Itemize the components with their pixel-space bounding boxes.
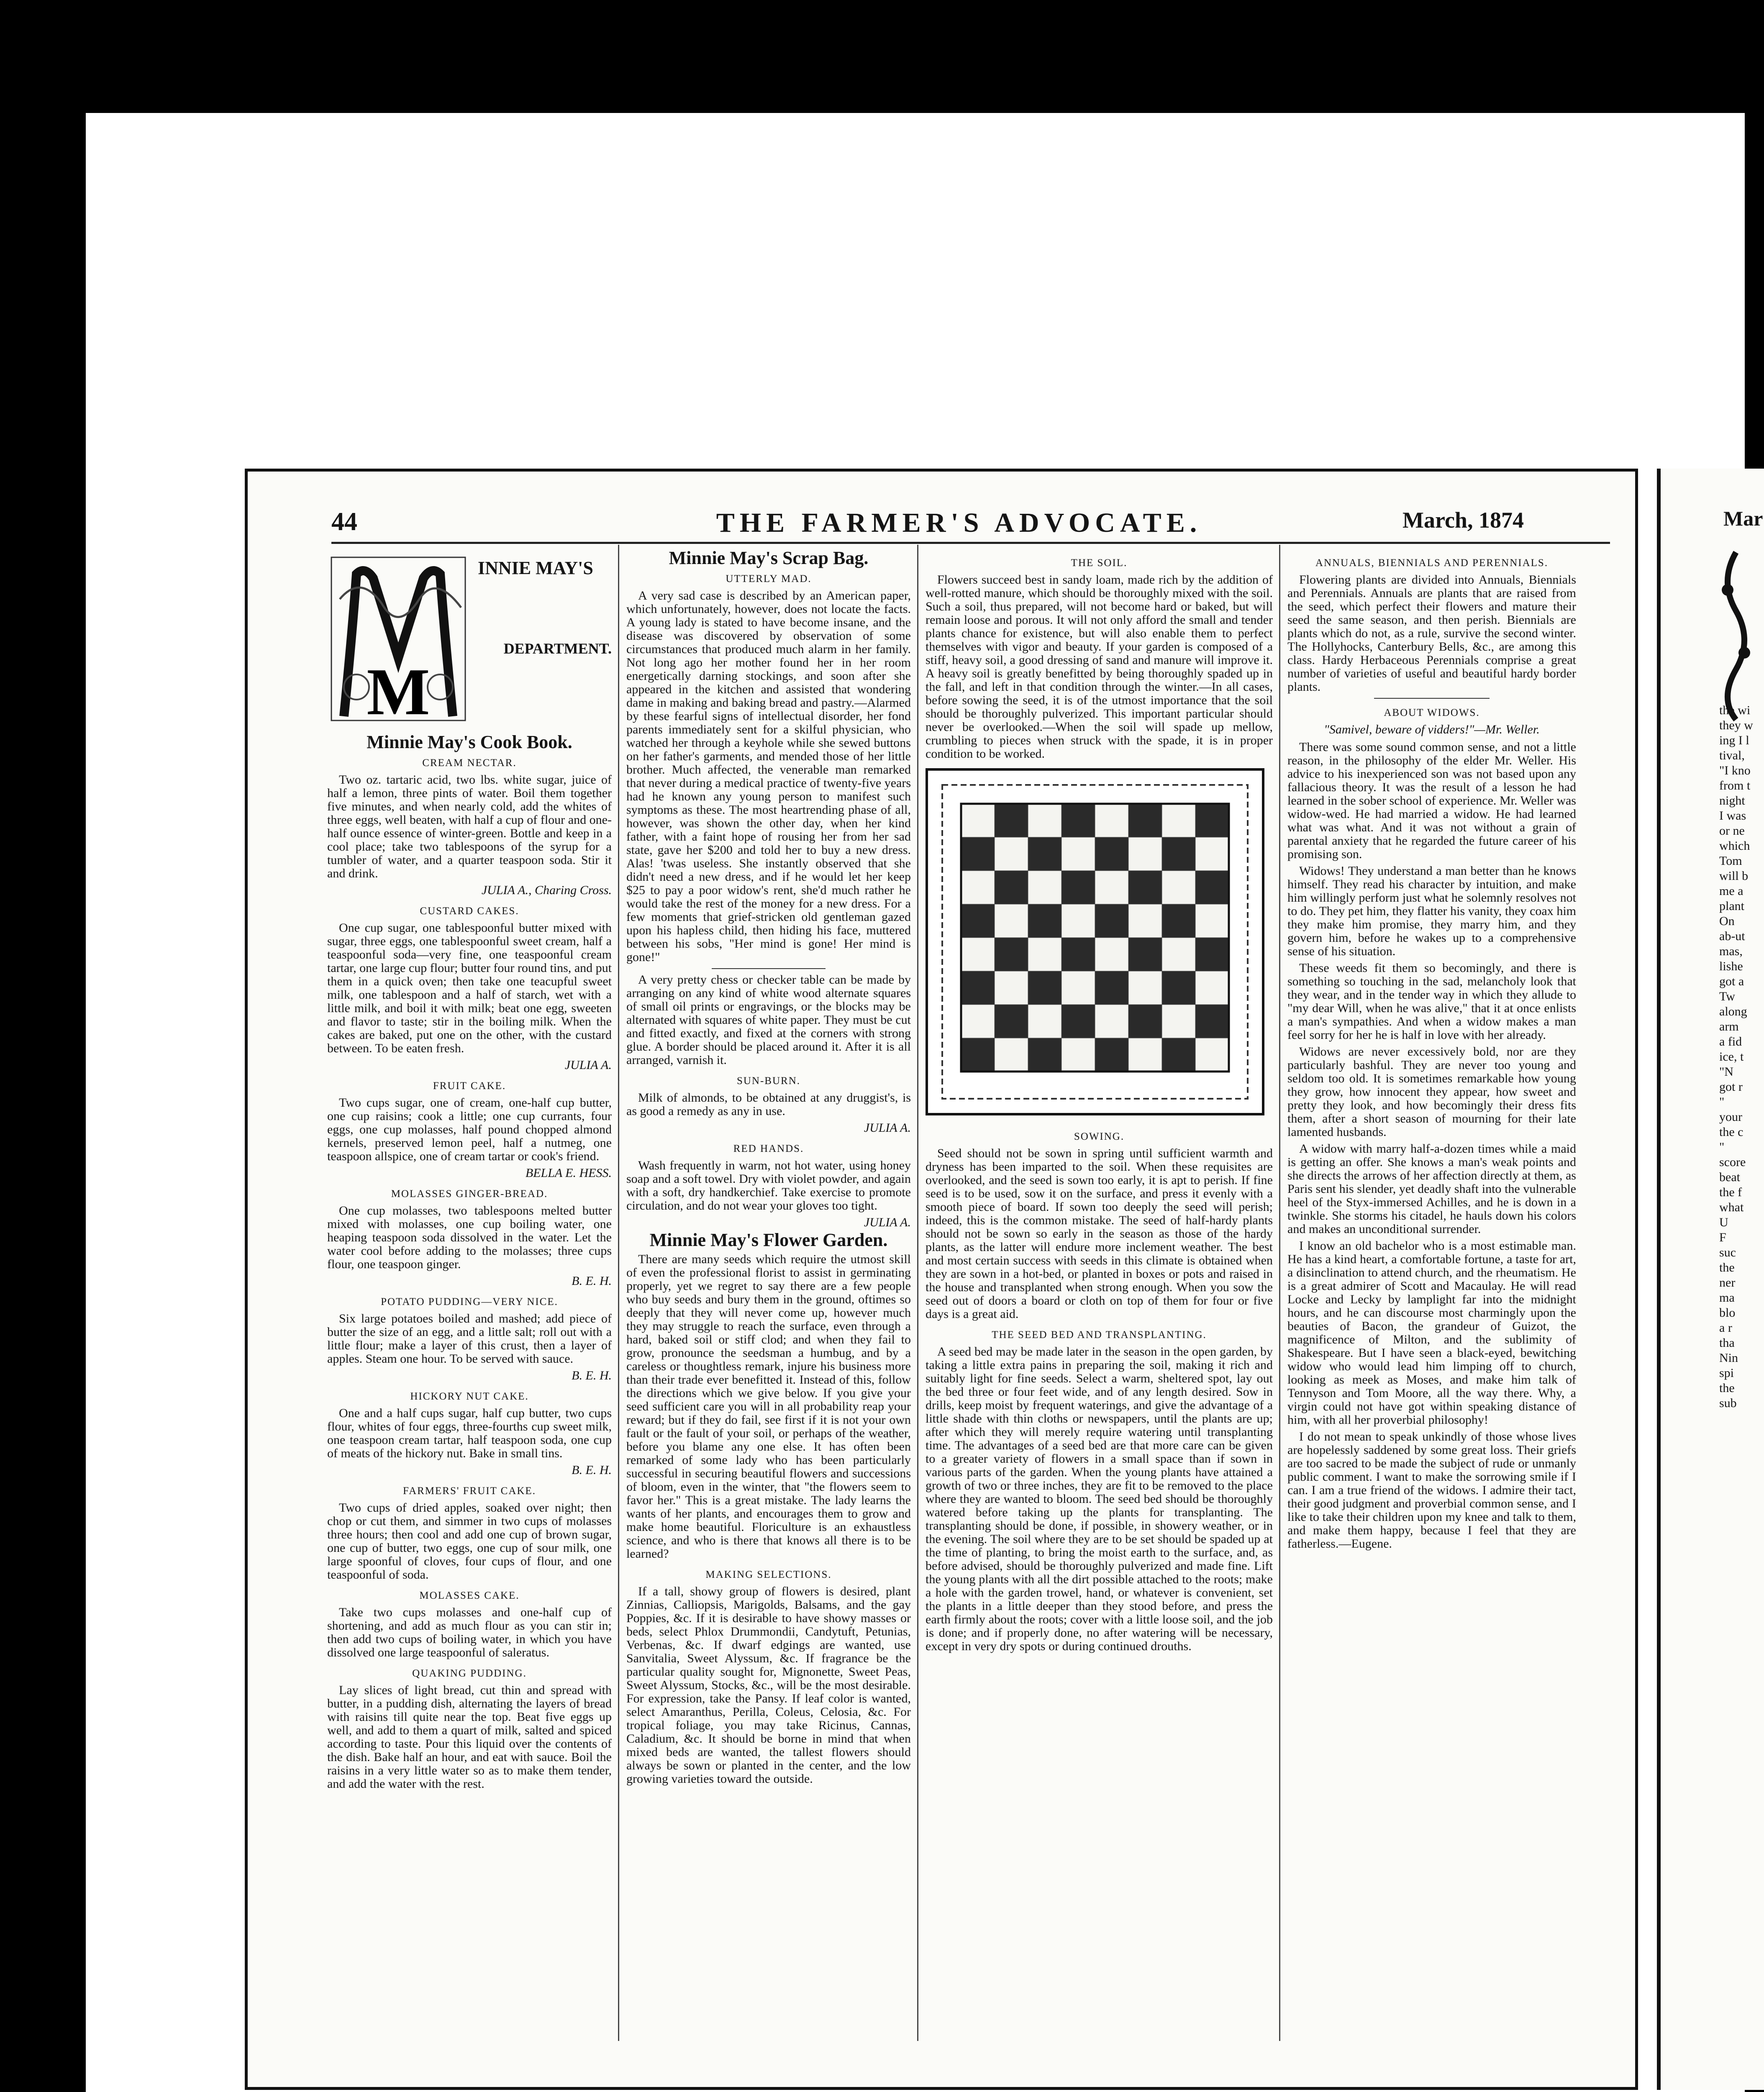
chessboard-square	[1128, 904, 1162, 938]
recipe-title: FARMERS' FRUIT CAKE.	[403, 1485, 536, 1497]
sowing-text: Seed should not be sown in spring until sufficient warmth and dryness has been imparted to the soil. When these requisites are overlooked, and the seed is sown too early, it is apt to perish. If fine seed is to be used, sow it on the surface, and press it evenly with a smooth piece of board. If sown too deeply the seed will perish; indeed, this is the common mistake. The seed of half-hardy plants should not be sown so early in the season as those of the hardy plants, as the latter will endure more inclement weather. The best and most certain success with seeds in this climate is obtained when they are sown in a hot-bed, or planted in boxes or pots and raised in the house and transplanted when strong enough. When you sow the seed out of doors a board or cloth on top of them for four or five days is a great aid.	[926, 1146, 1273, 1321]
facing-page-line: ner	[1719, 1276, 1736, 1290]
facing-page-line: spi	[1719, 1366, 1734, 1380]
facing-page-line: the f	[1719, 1185, 1742, 1199]
widows-paragraph: A widow with marry half-a-dozen times while a maid is getting an offer. She knows a man's weak points and she directs the arrows of her affection directly at them, as Paris sent his slender, yet deadly shaft into the vulnerable heel of the Styx-immersed Achilles, and he is down in a twinkle. She storms his citadel, he hauls down his colors and makes an unconditional surrender.	[1287, 1142, 1576, 1236]
facing-page-line: me a	[1719, 884, 1743, 898]
facing-page-line: ice, t	[1719, 1050, 1744, 1064]
recipe-text: Lay slices of light bread, cut thin and spread with butter, in a pudding dish, alternating the layers of bread with raisins till quite near the top. Beat five eggs up well, and add to them a quart of milk, salted and spiced according to taste. Pour this liquid over the contents of the dish. Bake half an hour, and eat with sauce. Boil the raisins in a very little water so as to make them tender, and add the water with the rest.	[327, 1683, 612, 1791]
recipe-text: Two oz. tartaric acid, two lbs. white sugar, juice of half a lemon, three pints of water. Boil them together five minutes, and when nearly cold, add the whites of three eggs, well beaten, with half a cup of flour and one-half ounce essence of winter-green. Bottle and keep in a cool place; take two tablespoons of the syrup for a tumbler of water, and a quarter teaspoon soda. Stir it and drink.	[327, 773, 612, 880]
facing-page-line: lishe	[1719, 959, 1743, 973]
chessboard-square	[1095, 1038, 1128, 1072]
widows-paragraph: I do not mean to speak unkindly of those whose lives are hopelessly saddened by some great loss. Their griefs are too sacred to be made the subject of rude or unmanly public comment. I want to make the sorrowing smile if I can. I am a true friend of the widows. I admire their tact, their good judgment and proverbial common sense, and I like to take their children upon my knee and talk to them, and make them happy, because I feel that they are fatherless.—Eugene.	[1287, 1430, 1576, 1551]
chessboard-square	[1195, 837, 1229, 871]
facing-page-line: or ne	[1719, 824, 1745, 838]
recipe-title: POTATO PUDDING—VERY NICE.	[381, 1296, 558, 1308]
header-rule	[331, 542, 1610, 544]
recipe-title: FRUIT CAKE.	[433, 1080, 506, 1092]
chessboard-square	[1028, 938, 1061, 971]
chessboard-square	[1128, 1005, 1162, 1038]
chessboard-square	[995, 804, 1028, 837]
recipe-text: One and a half cups sugar, half cup butter, two cups flour, whites of four eggs, three-fourths cup sweet milk, one teaspoon cream tartar, half teaspoon soda, one cup of meats of the hickory nut. Bake in small tins.	[327, 1406, 612, 1460]
signature: JULIA A.	[864, 1215, 911, 1229]
seed-bed-text: A seed bed may be made later in the season in the open garden, by taking a little extra pains in preparing the soil, making it rich and suitably light for fine seeds. Select a warm, sheltered spot, lay out the bed three or four feet wide, and of any length desired. Sow in drills, keep moist by frequent waterings, and give the advantage of a little shade with thin cloths or newspapers, until the plants are up; after which they will merely require watering until transplanting time. The advantages of a seed bed are that more care can be given to a greater variety of flowers in a small space than if sown in various parts of the garden. When the young plants have attained a growth of two or three inches, they are fit to be removed to the place where they are wanted to bloom. The seed bed should be thoroughly watered before taking up the plants for transplanting. The transplanting should be done, if possible, in showery weather, or in the evening. The soil where they are to be set should be spaded up at the time of planting, to bring the moist earth to the surface, and, as before advised, should be thoroughly pulverized and made fine. Lift the young plants with all the dirt possible attached to the roots; make a hole with the garden trowel, hand, or whatever is convenient, set the plants in a little deeper than they stood before, and press the earth firmly about the roots; cover with a little loose soil, and the job is done; and if properly done, no after watering will be necessary, except in very dry spots or during continued drouths.	[926, 1345, 1273, 1653]
chessboard-square	[995, 904, 1028, 938]
chessboard-square	[1061, 1005, 1095, 1038]
recipe-signature: B. E. H.	[572, 1274, 612, 1288]
facing-page-header: Mar	[1723, 507, 1763, 530]
facing-page-line: Nin	[1719, 1351, 1738, 1365]
facing-page-line: "I kno	[1719, 764, 1751, 777]
facing-page-line: ing I l	[1719, 733, 1749, 747]
scan-border-left	[0, 0, 86, 2092]
chessboard-square	[1095, 971, 1128, 1005]
facing-page-line: plant	[1719, 899, 1744, 913]
scan-border-top	[0, 0, 1764, 113]
making-selections-heading: MAKING SELECTIONS.	[705, 1569, 832, 1580]
chessboard-square	[995, 871, 1028, 904]
facing-page-line: "	[1719, 1095, 1725, 1109]
utterly-mad-text: A very sad case is described by an American paper, which unfortunately, however, does not locate the facts. A young lady is stated to have become insane, and the disease was discovered by observation of some circumstances that produced much alarm in her family. Not long ago her mother found her in her room energetically darning stockings, and soon after she appeared in the kitchen and assisted that wondering dame in making and baking bread and pastry.—Alarmed by these fearful signs of intellectual disorder, her fond parents immediately sent for a skilful physician, who watched her through a keyhole while she sewed buttons on her father's garments, and mended those of her little brother. Much affected, the venerable man remarked that never during a medical practice of twenty-five years had he known any young person to manifest such symptoms as these. The most heartrending phase of all, however, was shown the other day, when her kind father, with a faint hope of rousing her from her sad state, gave her $200 and told her to buy a new dress. Alas! 'twas useless. She instantly observed that she didn't need a new dress, and if he would let her keep $25 to pay a poor widow's rent, she'd much rather he would take the rest of the money for a new dress. For a few moments that grief-stricken old gentleman gazed upon his hapless child, then hiding his face, muttered between his sobs, "Her mind is gone! Her mind is gone!"	[626, 589, 911, 964]
chessboard-square	[1195, 871, 1229, 904]
recipe-title: MOLASSES CAKE.	[419, 1590, 520, 1601]
annuals-text: Flowering plants are divided into Annuals, Biennials and Perennials. Annuals are plants that are raised from the seed, which perfect their flowers and mature their seed the same season, and then perish. Biennials are plants which do not, as a rule, survive the second winter. The Hollyhocks, Canterbury Bells, &c., are among this class. Hardy Herbaceous Perennials comprise a great number of varieties of useful and beautiful hardy border plants.	[1287, 573, 1576, 694]
chessboard-square	[995, 1038, 1028, 1072]
chessboard-square	[961, 1038, 995, 1072]
signature: JULIA A.	[864, 1121, 911, 1135]
facing-page-line: F	[1719, 1231, 1726, 1244]
chessboard-square	[1162, 804, 1195, 837]
recipe-text: Six large potatoes boiled and mashed; add piece of butter the size of an egg, and a little salt; roll out with a little flour; make a layer of this crust, then a layer of apples. Steam one hour. To be served with sauce.	[327, 1312, 612, 1366]
chessboard-square	[1028, 804, 1061, 837]
facing-page-line: sub	[1719, 1396, 1737, 1410]
scrap-bag-title: Minnie May's Scrap Bag.	[669, 549, 869, 568]
chessboard-square	[1128, 804, 1162, 837]
facing-page-line: "	[1719, 1140, 1725, 1154]
chessboard-square	[1162, 1038, 1195, 1072]
chessboard-illustration	[926, 768, 1264, 1115]
chessboard-square	[1095, 871, 1128, 904]
chessboard-square	[995, 971, 1028, 1005]
chessboard-square	[1095, 837, 1128, 871]
flower-garden-title: Minnie May's Flower Garden.	[649, 1230, 888, 1250]
recipe-signature: JULIA A.	[564, 1058, 612, 1072]
chessboard-square	[1028, 837, 1061, 871]
chessboard-square	[1162, 871, 1195, 904]
chessboard-square	[1061, 938, 1095, 971]
cook-book-title: Minnie May's Cook Book.	[367, 732, 572, 752]
recipe-title: MOLASSES GINGER-BREAD.	[391, 1188, 548, 1200]
chessboard-square	[1128, 1038, 1162, 1072]
red-hands-text: Wash frequently in warm, not hot water, using honey soap and a soft towel. Dry with violet powder, and again with a soft, dry handkerchief. Take exercise to promote circulation, and do not wear your gloves too tight.	[626, 1159, 911, 1213]
chessboard-square	[1195, 804, 1229, 837]
chessboard-square	[995, 1005, 1028, 1038]
facing-page-ornament	[1715, 548, 1757, 724]
recipe-text: One cup sugar, one tablespoonful butter mixed with sugar, three eggs, one tablespoonful sweet cream, half a teaspoonful soda—very fine, one teaspoonful cream tartar, one large cup flour; butter four round tins, and put them in a quick oven; then take one teacupful sweet milk, one tablespoon and a half of starch, wet with a little milk, and boil it with milk; beat one egg, sweeten and flavor to taste; stir in the boiling milk. When the cakes are baked, put one on the other, with the custard between. To be eaten fresh.	[327, 921, 612, 1055]
chessboard-square	[1095, 904, 1128, 938]
widows-heading: ABOUT WIDOWS.	[1384, 707, 1480, 718]
chessboard-square	[961, 938, 995, 971]
facing-page-line: the	[1719, 1261, 1735, 1274]
facing-page-line: tha	[1719, 1336, 1735, 1350]
chessboard-square	[1162, 971, 1195, 1005]
facing-page-line: suc	[1719, 1246, 1736, 1259]
svg-text:M: M	[367, 654, 430, 729]
chessboard-square	[1195, 938, 1229, 971]
facing-page-line: score	[1719, 1155, 1746, 1169]
recipe-signature: B. E. H.	[572, 1369, 612, 1382]
facing-page-line: what	[1719, 1200, 1744, 1214]
separator	[712, 968, 826, 969]
facing-page-line: blo	[1719, 1306, 1736, 1320]
column-cook-book	[327, 549, 612, 2041]
newspaper-page	[245, 469, 1638, 2090]
chessboard-square	[1195, 971, 1229, 1005]
facing-page-line: the	[1719, 1381, 1735, 1395]
widows-paragraph: Widows are never excessively bold, nor are they particularly bashful. They are never too young and seldom too old. It is sometimes remarkable how young they grow, how innocent they appear, how sweet and pretty they look, and how becomingly their dress fits them, after a short season of mourning for their late lamented husbands.	[1287, 1045, 1576, 1139]
recipe-text: One cup molasses, two tablespoons melted butter mixed with molasses, one cup boiling water, one heaping teaspoon soda dissolved in the water. Let the water cool before adding to the molasses; three cups flour, one teaspoon ginger.	[327, 1204, 612, 1271]
sunburn-heading: SUN-BURN.	[736, 1075, 801, 1087]
facing-page-line: I was	[1719, 809, 1746, 823]
facing-page-line: got a	[1719, 974, 1744, 988]
chessboard-square	[1061, 804, 1095, 837]
annuals-heading: ANNUALS, BIENNIALS AND PERENNIALS.	[1315, 557, 1549, 569]
chessboard-square	[1095, 1005, 1128, 1038]
facing-page-line: which	[1719, 839, 1750, 853]
chessboard-square	[961, 804, 995, 837]
chessboard-square	[1162, 837, 1195, 871]
chessboard-square	[961, 1005, 995, 1038]
facing-page-line: Tw	[1719, 990, 1735, 1003]
chessboard-square	[961, 971, 995, 1005]
soil-heading: THE SOIL.	[1071, 557, 1128, 569]
facing-page-line: tival,	[1719, 749, 1745, 762]
widows-epigraph: "Samivel, beware of vidders!"—Mr. Weller.	[1324, 723, 1540, 736]
red-hands-heading: RED HANDS.	[733, 1143, 804, 1154]
facing-page-line: the wi	[1719, 703, 1751, 717]
facing-page-line: will b	[1719, 869, 1749, 883]
seed-bed-heading: THE SEED BED AND TRANSPLANTING.	[992, 1329, 1207, 1341]
facing-page-line: On	[1719, 914, 1735, 928]
chessboard-square	[1095, 804, 1128, 837]
chessboard-square	[961, 837, 995, 871]
flower-garden-intro: There are many seeds which require the utmost skill of even the professional florist to assist in germinating properly, yet we regret to say there are a few people who buy seeds and bury them in the ground, oftimes so deeply that they will never come up, however much they may struggle to reach the surface, even through a hard, baked soil or stiff clod; and when they fail to grow, pronounce the seedsman a humbug, and by a careless or thoughtless remark, injure his business more than their trade ever benefitted it. Instead of this, follow the directions which we give below. If you give your seed sufficient care you will in all probability reap your reward; but if they do fail, see first if it is not your own fault or the fault of your soil, or perhaps of the weather, before you blame any one else. It has often been remarked of some lady who has been particularly successful in securing beautiful flowers and successions of bloom, even in the winter, that "the flowers seem to favor her." This is a great mistake. The lady learns the wants of her plants, and encourages them to grow and make home beautiful. Floriculture is an exhaustless science, and who is there that knows all there is to be learned?	[626, 1252, 911, 1561]
chessboard-square	[1195, 904, 1229, 938]
recipe-signature: JULIA A., Charing Cross.	[481, 883, 612, 897]
page-number: 44	[331, 508, 357, 536]
widows-paragraph: These weeds fit them so becomingly, and there is something so touching in the sad, melancholy look that they wear, and in the tender way in which they allude to "my dear Will, when he was alive," that it at once enlists a man's sympathies. And when a widow makes a man feel sorry for her he is half in love with her already.	[1287, 961, 1576, 1042]
column-scrap-bag	[626, 549, 911, 2041]
chessboard-square	[995, 938, 1028, 971]
facing-page-line: got r	[1719, 1080, 1743, 1094]
chessboard-square	[1028, 871, 1061, 904]
recipe-signature: BELLA E. HESS.	[525, 1166, 612, 1180]
department-name: INNIE MAY'S	[478, 558, 593, 578]
widows-paragraph: There was some sound common sense, and not a little reason, in the philosophy of the elder Mr. Weller. His advice to his inexperienced son was not based upon any fallacious theory. It was the result of a lesson he had learned in the sober school of experience. Mr. Weller was widow-wed. He had married a widow. He had learned what was what. And it was not without a grain of parental anxiety that he regarded the future career of his promising son.	[1287, 740, 1576, 861]
widows-paragraph: Widows! They understand a man better than he knows himself. They read his character by intuition, and make him willingly perform just what he solemnly resolves not to do. They pet him, they flatter his vanity, they coax him they make him promise, they marry him, and they govern him, before he wakes up to a comprehensive sense of his situation.	[1287, 864, 1576, 958]
facing-page-line: along	[1719, 1005, 1747, 1018]
chessboard-square	[1061, 971, 1095, 1005]
facing-page-line: beat	[1719, 1170, 1740, 1184]
chess-table-text: A very pretty chess or checker table can be made by arranging on any kind of white wood alternate squares of small oil prints or engravings, or the blocks may be alternated with squares of white paper. They must be cut and fitted exactly, and fixed at the corners with strong glue. A border should be placed around it. After it is all arranged, varnish it.	[626, 973, 911, 1067]
chessboard-square	[1162, 904, 1195, 938]
chessboard-square	[1128, 837, 1162, 871]
facing-page-line: night	[1719, 794, 1745, 808]
facing-page-line: your	[1719, 1110, 1742, 1124]
column-rule	[917, 545, 918, 2041]
recipe-title: CREAM NECTAR.	[422, 757, 517, 769]
making-selections-text: If a tall, showy group of flowers is desired, plant Zinnias, Calliopsis, Marigolds, Balsams, and the gay Poppies, &c. If it is desirable to have showy masses or beds, select Phlox Drummondii, Candytuft, Petunias, Verbenas, &c. If dwarf edgings are wanted, use Sanvitalia, Sweet Alyssum, &c. If fragrance be the particular quality sought for, Mignonette, Sweet Peas, Sweet Alyssum, Stocks, &c., will be the most desirable. For expression, take the Pansy. If leaf color is wanted, select Amaranthus, Perilla, Coleus, Celosia, &c. For tropical foliage, you may take Ricinus, Cannas, Caladium, &c. It should be borne in mind that when mixed beds are wanted, the tallest flowers should always be sown or planted in the center, and the low growing varieties toward the outside.	[626, 1584, 911, 1786]
chessboard-square	[1195, 1005, 1229, 1038]
paper-title: THE FARMER'S ADVOCATE.	[716, 508, 1202, 538]
sowing-heading: SOWING.	[1074, 1131, 1125, 1142]
facing-page-line: mas,	[1719, 944, 1743, 958]
recipe-text: Two cups sugar, one of cream, one-half cup butter, one cup raisins; cook a little; one cup currants, four eggs, one cup molasses, half pound chopped almond kernels, preserved lemon peel, half a nutmeg, one teaspoon allspice, one of cream tartar or cook's friend.	[327, 1096, 612, 1163]
chessboard-square	[1162, 1005, 1195, 1038]
facing-page-line: ab-ut	[1719, 929, 1745, 943]
recipe-title: HICKORY NUT CAKE.	[410, 1391, 529, 1402]
chessboard-square	[1028, 971, 1061, 1005]
soil-text: Flowers succeed best in sandy loam, made rich by the addition of well-rotted manure, which should be thoroughly mixed with the soil. Such a soil, thus prepared, will not become hard or baked, but will remain loose and porous. It will not only afford the small and tender plants chance for existence, but will also enable them to perfect themselves with vigor and beauty. If your garden is composed of a stiff, heavy soil, a good dressing of sand and manure will improve it. A heavy soil is greatly benefitted by being thoroughly spaded up in the fall, and left in that condition through the winter.—In all cases, before sowing the seed, it is of the utmost importance that the soil should be thoroughly pulverized. This important particular should never be overlooked.—When the soil will spade up mellow, crumbling to pieces when struck with the spade, it is in proper condition to be worked.	[926, 573, 1273, 761]
separator	[1374, 698, 1490, 699]
chessboard-square	[995, 837, 1028, 871]
facing-page-line: arm	[1719, 1020, 1739, 1033]
chessboard-square	[961, 871, 995, 904]
issue-date: March, 1874	[1402, 508, 1524, 533]
chessboard-square	[1061, 871, 1095, 904]
chessboard-square	[1028, 1005, 1061, 1038]
recipe-text: Two cups of dried apples, soaked over night; then chop or cut them, and simmer in two cups of molasses three hours; then cool and add one cup of brown sugar, one cup of butter, two eggs, one cup of sour milk, one large spoonful of cloves, four cups of flour, and one teaspoonful of soda.	[327, 1501, 612, 1582]
facing-page-line: a r	[1719, 1321, 1732, 1335]
utterly-mad-heading: UTTERLY MAD.	[726, 573, 812, 585]
facing-page-text	[1719, 703, 1764, 1411]
chessboard-square	[1028, 904, 1061, 938]
chessboard-square	[1128, 871, 1162, 904]
recipe-title: CUSTARD CAKES.	[420, 905, 519, 917]
department-subtitle: DEPARTMENT.	[503, 640, 612, 657]
recipe-signature: B. E. H.	[572, 1463, 612, 1477]
sunburn-text: Milk of almonds, to be obtained at any druggist's, is as good a remedy as any in use.	[626, 1091, 911, 1118]
chessboard-square	[1061, 904, 1095, 938]
column-rule	[1279, 545, 1280, 2041]
column-soil-sowing	[926, 549, 1273, 2041]
recipe-list	[327, 756, 612, 1791]
recipe-text: Take two cups molasses and one-half cup of shortening, and add as much flour as you can stir in; then add two cups of boiling water, in which you have dissolved one large teaspoonful of saleratus.	[327, 1605, 612, 1659]
facing-page-line: the c	[1719, 1125, 1743, 1139]
recipe-title: QUAKING PUDDING.	[412, 1668, 527, 1679]
chessboard-square	[1061, 1038, 1095, 1072]
facing-page-line: they w	[1719, 718, 1753, 732]
facing-page-line: Tom	[1719, 854, 1742, 868]
facing-page-line: from t	[1719, 779, 1751, 792]
chessboard-square	[1061, 837, 1095, 871]
widows-paragraph: I know an old bachelor who is a most estimable man. He has a kind heart, a comfortable fortune, a taste for art, a disinclination to attend church, and the rheumatism. He is a great admirer of Scott and Macaulay. He will read Locke and Lecky by lamplight far into the midnight hours, and he can discourse most charmingly upon the beauties of Bacon, the grandeur of Guizot, the magnificence of Milton, and the sublimity of Shakespeare. But I have seen a black-eyed, bewitching widow who would lead him limping off to church, looking as meek as Moses, and make him talk of Tennyson and Tom Moore, all the way there. Why, a virgin could not have got within speaking distance of him, with all her proverbial philosophy!	[1287, 1239, 1576, 1427]
chessboard-square	[1195, 1038, 1229, 1072]
column-widows	[1287, 549, 1576, 2041]
column-rule	[618, 545, 619, 2041]
ornamental-initial-m	[327, 549, 469, 729]
facing-page-fragment	[1657, 469, 1764, 2090]
chessboard-square	[1162, 938, 1195, 971]
facing-page-line: ma	[1719, 1291, 1735, 1305]
chessboard-square	[1028, 1038, 1061, 1072]
facing-page-line: "N	[1719, 1065, 1733, 1079]
chessboard-square	[961, 904, 995, 938]
chessboard-square	[1128, 938, 1162, 971]
chessboard-square	[1128, 971, 1162, 1005]
facing-page-line: a fid	[1719, 1035, 1742, 1049]
facing-page-line: U	[1719, 1215, 1728, 1229]
chessboard-square	[1095, 938, 1128, 971]
